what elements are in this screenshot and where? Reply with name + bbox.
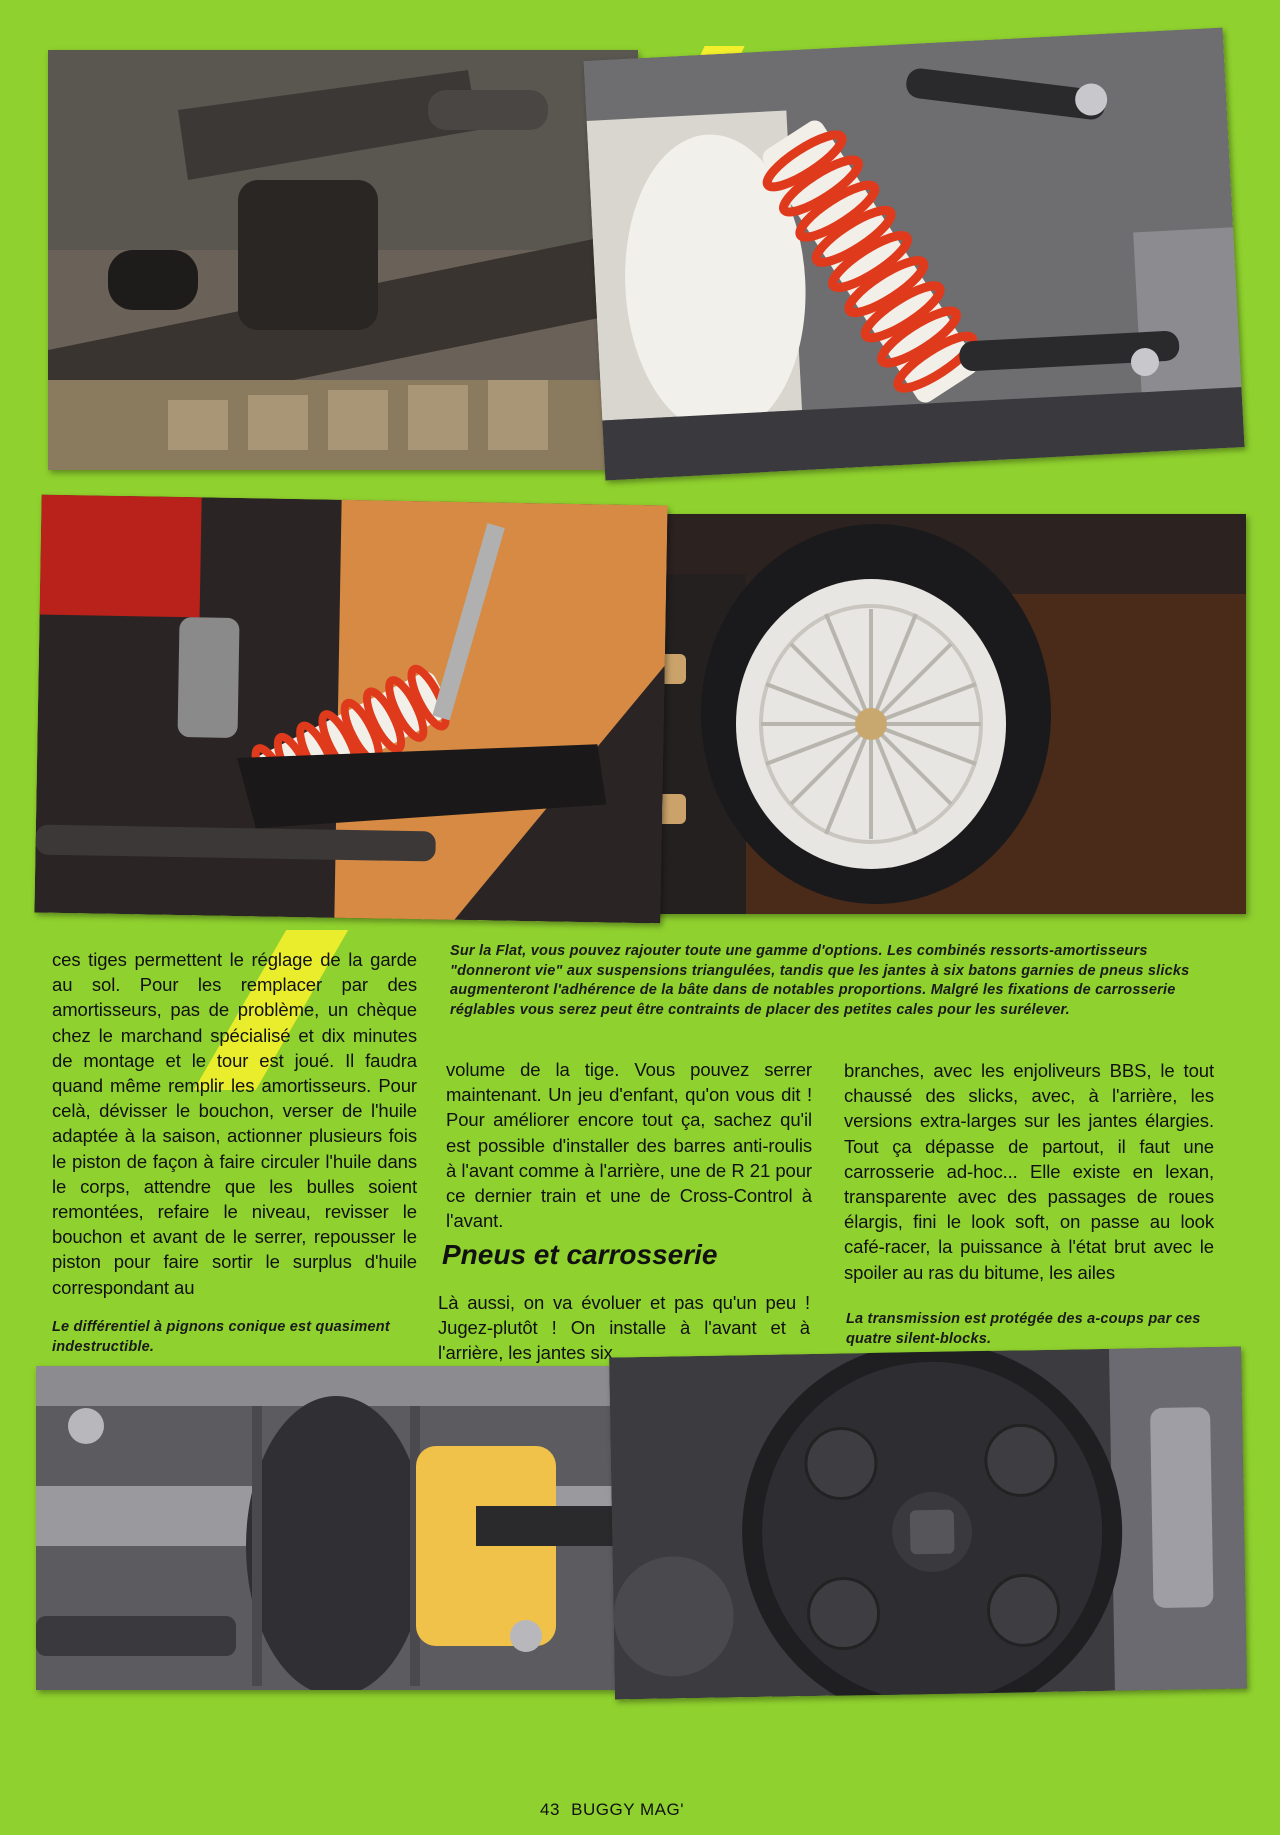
caption-options: Sur la Flat, vous pouvez rajouter toute une gamme d'options. Les combinés ressorts-amortisseurs "donneront vie" aux suspensions triangulées, tandis que les jantes à six batons garnies de pneus slicks augmenteront l'adhérence de la bâte dans de notables proportions. Malgré les fixations de carrosserie réglables vous serez peut être contraints de placer des petites cales pour les surélever.	[450, 943, 1190, 1018]
article-column-3: branches, avec les enjoliveurs BBS, le tout chaussé des slicks, avec, à l'arrière, les versions extra-larges sur les jantes élargies. Tout ça dépasse de partout, il faut une carrosserie ad-hoc... Elle existe en lexan, transparente avec des passages de roues élargis, fini le look soft, on passe au look café-racer, la puissance à l'état brut avec le spoiler au ras du bitume, les ailes	[844, 1060, 1214, 1283]
article-column-2-part-1: volume de la tige. Vous pouvez serrer maintenant. Un jeu d'enfant, qu'on vous dit ! Pour améliorer encore tout ça, sachez qu'il est possible d'installer des barres anti-roulis à l'avant comme à l'arrière, une de R 21 pour ce dernier train et une de Cross-Control à l'avant.	[446, 1059, 812, 1232]
chassis-with-shock-photo	[34, 495, 667, 924]
photo-spur-gear	[609, 1347, 1247, 1700]
white-bbs-wheel-photo	[626, 514, 1246, 914]
red-coilover-shock-photo	[583, 28, 1244, 481]
section-heading: Pneus et carrosserie	[442, 1239, 718, 1270]
photo-differential	[36, 1366, 648, 1690]
caption-transmission: La transmission est protégée des a-coups par ces quatre silent-blocks.	[846, 1311, 1201, 1347]
suspension-arm-closeup-photo	[48, 50, 638, 470]
photo-suspension-arm	[48, 50, 638, 470]
article-column-2-part-2: Là aussi, on va évoluer et pas qu'un peu ! Jugez-plutôt ! On installe à l'avant et à l'arrière, les jantes six	[438, 1292, 810, 1364]
page-footer	[540, 1800, 684, 1820]
caption-differential: Le différentiel à pignons conique est quasiment indestructible.	[52, 1319, 390, 1355]
photo-chassis-shock	[34, 495, 667, 924]
photo-red-coilover	[583, 28, 1244, 481]
bevel-differential-photo	[36, 1366, 648, 1690]
spur-gear-silent-blocks-photo	[609, 1347, 1247, 1700]
page-number: 43	[540, 1800, 560, 1819]
photo-bbs-wheel	[626, 514, 1246, 914]
article-column-1: ces tiges permettent le réglage de la garde au sol. Pour les remplacer par des amortisseurs, pas de problème, un chèque chez le marchand spécialisé et dix minutes de montage et le tour est joué. Il faudra quand même remplir les amortisseurs. Pour celà, dévisser le bouchon, verser de l'huile adaptée à la saison, actionner plusieurs fois le piston de façon à faire circuler l'huile dans le corps, attendre que les bulles soient remontées, refaire le niveau, revisser le bouchon et avant de le serrer, repousser le piston pour faire sortir le surplus d'huile correspondant au	[52, 949, 417, 1298]
magazine-name: BUGGY MAG'	[571, 1800, 684, 1819]
